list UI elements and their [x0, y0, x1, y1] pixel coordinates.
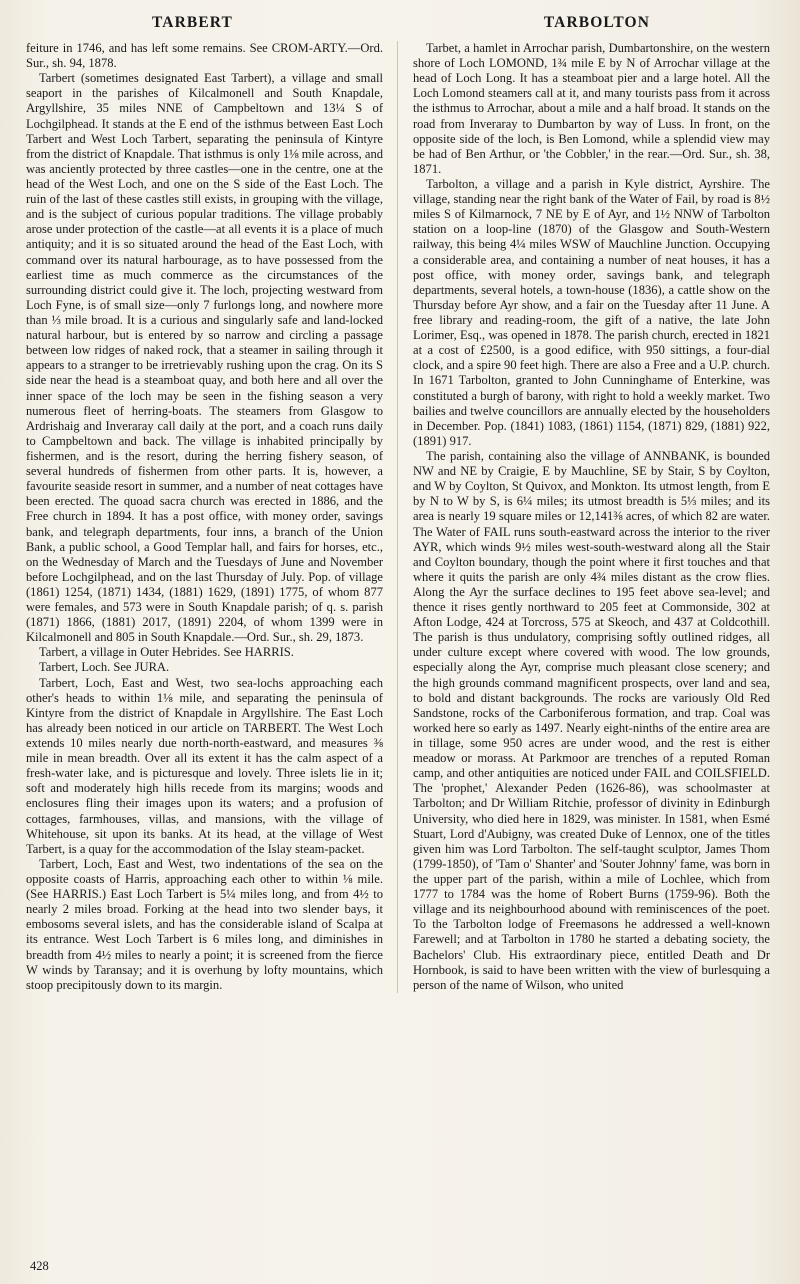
paragraph: The parish, containing also the village of ANNBANK, is bounded NW and NE by Craigie, E by Mauchline, SE by Stair, S by Coylton, and W by Coylton, St Quivox, and Monkton. Its utmost length, from E by N to W by S, is 6¼ miles; its utmost breadth is 5⅓ miles; and its area is nearly 19 square miles or 12,141⅜ acres, of which 82 are water. The Water of FAIL runs south-eastward across the interior to the river AYR, which winds 9½ miles west-south-westward along all the Stair and Coylton boundary, though the point where it first touches and that where it quits the parish are only 4¾ miles distant as the crow flies. Along the Ayr the surface declines to 195 feet above sea-level; and thence it rises gently northward to 205 feet at Commonside, 302 at Afton Lodge, 424 at Torcross, 575 at Skeoch, and 437 at Coldcothill. The parish is thus undulatory, comprising softly outlined ridges, all under culture except where covered with wood. The low grounds, especially along the Ayr, comprise much pleasant close scenery; and the high grounds command magnificent prospects, over land and sea, to bold and distant backgrounds. The rocks are variously Old Red Sandstone, rocks of the Carboniferous formation, and trap. Coal was worked here so early as 1497. Nearly eight-ninths of the entire area are in tillage, some 950 acres are under wood, and the rest is either meadow or morass. At Parkmoor are trenches of a reputed Roman camp, and other antiquities are noticed under FAIL and COILSFIELD. The 'prophet,' Alexander Peden (1626-86), was schoolmaster at Tarbolton; and Dr William Ritchie, professor of divinity in Edinburgh University, who died here in 1829, was minister. In 1581, when Esmé Stuart, Lord d'Aubigny, was created Duke of Lennox, one of the titles given him was Lord Tarbolton. The self-taught sculptor, James Thom (1799-1850), of 'Tam o' Shanter' and 'Souter Johnny' fame, was born in the upper part of the parish, within a mile of Lochlee, which from 1777 to 1784 was the home of Robert Burns (1759-96). Both the village and its neighbourhood abound with reminiscences of the poet. To the Tarbolton lodge of Freemasons he addressed a well-known Farewell; and at Tarbolton in 1780 he started a debating society, the Bachelors' Club. His extraordinary piece, entitled Death and Dr Hornbook, is said to have been written with the view of burlesquing a person of the name of Wilson, who united — [413, 448, 770, 992]
running-head-left: TARBERT — [152, 14, 233, 31]
paragraph: Tarbert, Loch. See JURA. — [39, 660, 170, 675]
running-head-right: TARBOLTON — [543, 14, 650, 31]
right-column — [398, 41, 770, 993]
text-columns — [26, 41, 774, 993]
paragraph: feiture in 1746, and has left some remains. See CROM-ARTY.—Ord. Sur., sh. 94, 1878. — [26, 41, 383, 71]
paragraph: Tarbolton, a village and a parish in Kyle district, Ayrshire. The village, standing near the right bank of the Water of Fail, by road is 8½ miles S of Kilmarnock, 7 NE by E of Ayr, and 1½ NNW of Tarbolton station on a loop-line (1870) of the Glasgow and South-Western railway, this being 4¼ miles WSW of Mauchline Junction. Occupying a considerable area, and containing a number of neat houses, it has a post office, with money order, savings bank, and telegraph departments, several hotels, a town-house (1836), a cattle show on the Thursday before Ayr show, and a fair on the Tuesday after 11 June. A free library and reading-room, the gift of a native, the late John Lorimer, Esq., was opened in 1878. The parish church, erected in 1821 at a cost of £2500, is a good edifice, with 950 sittings, a four-dial clock, and a spire 90 feet high. There are also a Free and a U.P. church. In 1671 Tarbolton, granted to John Cunninghame of Enterkine, was constituted a burgh of barony, with right to hold a weekly market. Two bailies and twelve councillors are annually elected by the householders in December. Pop. (1841) 1083, (1861) 1154, (1871) 829, (1881) 922, (1891) 917. — [413, 176, 770, 448]
page-number: 428 — [30, 1259, 49, 1273]
running-heads — [32, 14, 768, 32]
paragraph: Tarbert, Loch, East and West, two indentations of the sea on the opposite coasts of Harris, approaching each other to within ⅛ mile. (See HARRIS.) East Loch Tarbert is 5¼ miles long, and from 4½ to nearly 2 miles broad. Forking at the head into two slender bays, it embosoms several islets, and has the considerable island of Scalpa at its entrance. West Loch Tarbert is 6 miles long, and diminishes in breadth from 4½ miles to nearly a point; it is screened from the fierce W winds by Taransay; and it is overhung by lofty mountains, which stoop precipitously down to its margin. — [26, 856, 383, 992]
paragraph: Tarbert, Loch, East and West, two sea-lochs approaching each other's heads to within 1⅛ mile, and separating the peninsula of Kintyre from the district of Knapdale in Argyllshire. The East Loch has already been noticed in our article on TARBERT. The West Loch extends 10 miles nearly due north-north-eastward, and measures ⅜ mile in mean breadth. Over all its extent it has the calm aspect of a fresh-water lake, and is picturesque and lovely. Three islets lie in it; soft and moderately high hills recede from its margins; woods and enclosures fling their images upon its waters; and a profusion of cottages, farmhouses, villas, and mansions, with the village of Whitehouse, sit upon its banks. At its head, at the village of West Tarbert, is a quay for the accommodation of the Islay steam-packet. — [26, 675, 383, 856]
paragraph: Tarbert, a village in Outer Hebrides. See HARRIS. — [39, 645, 294, 660]
paragraph: Tarbet, a hamlet in Arrochar parish, Dumbartonshire, on the western shore of Loch LOMOND, 1¾ mile E by N of Arrochar village at the head of Loch Long. It has a steamboat pier and a large hotel. All the Loch Lomond steamers call at it, and many tourists pass from it across the isthmus to Arrochar, about a mile and a half broad. It stands on the road from Inveraray to Dumbarton by way of Luss. In front, on the opposite side of the loch, is Ben Lomond, while a splendid view may be had of Ben Arthur, or 'the Cobbler,' in the rear.—Ord. Sur., sh. 38, 1871. — [413, 41, 770, 176]
paragraph: Tarbert (sometimes designated East Tarbert), a village and small seaport in the parishes of Kilcalmonell and South Knapdale, Argyllshire, 35 miles NNE of Campbeltown and 13¼ S of Lochgilphead. It stands at the E end of the isthmus between East Loch Tarbert and West Loch Tarbert, separating the peninsula of Kintyre from the district of Knapdale. That isthmus is only 1⅛ mile across, and was anciently protected by three castles—one in the centre, one at the head of the West Loch, and one on the S side of the East Loch. The ruin of the last of these castles still exists, in grouping with the village, and is the subject of curious popular traditions. The village probably arose under protection of the castle—at all events it is a place of much antiquity; and it is so situated around the head of the East Loch, with command over its natural harbourage, as to have possessed from the earliest time as much commerce as the circumstances of the surrounding district could give it. The loch, projecting westward from Loch Fyne, is of small size—only 7 furlongs long, and nowhere more than ⅓ mile broad. It is a curious and singularly safe and land-locked natural harbour, but is entered by so narrow and circling a passage between low ridges of naked rock, that a steamer in sailing through it appears to a stranger to be irretrievably rushing upon the crag. On its S side near the head is a steamboat quay, and both here and all over the inner space of the loch may be seen in the fishing season a very numerous fleet of herring-boats. The steamers from Glasgow to Ardrishaig and Inveraray call daily at the port, and a coach runs daily to Campbeltown and back. The village is inhabited principally by fishermen, and is the resort, during the herring fishery season, of several hundreds of fishermen from other parts. It is, however, a favourite seaside resort in summer, and a number of neat cottages have been erected. The quoad sacra church was erected in 1886, and the Free church in 1894. It has a post office, with money order, savings bank, and telegraph departments, four inns, a branch of the Union Bank, a public school, a Good Templar hall, and fairs for horses, etc., on the Wednesday of March and the Tuesdays of June and November before Lochgilphead, and on the last Thursday of July. Pop. of village (1861) 1254, (1871) 1434, (1881) 1629, (1891) 1775, of whom 877 were females, and 573 were in South Knapdale parish; of q. s. parish (1871) 1866, (1881) 2017, (1891) 2204, of whom 1399 were in Kilcalmonell and 805 in South Knapdale.—Ord. Sur., sh. 29, 1873. — [26, 71, 383, 645]
left-column — [26, 41, 398, 993]
